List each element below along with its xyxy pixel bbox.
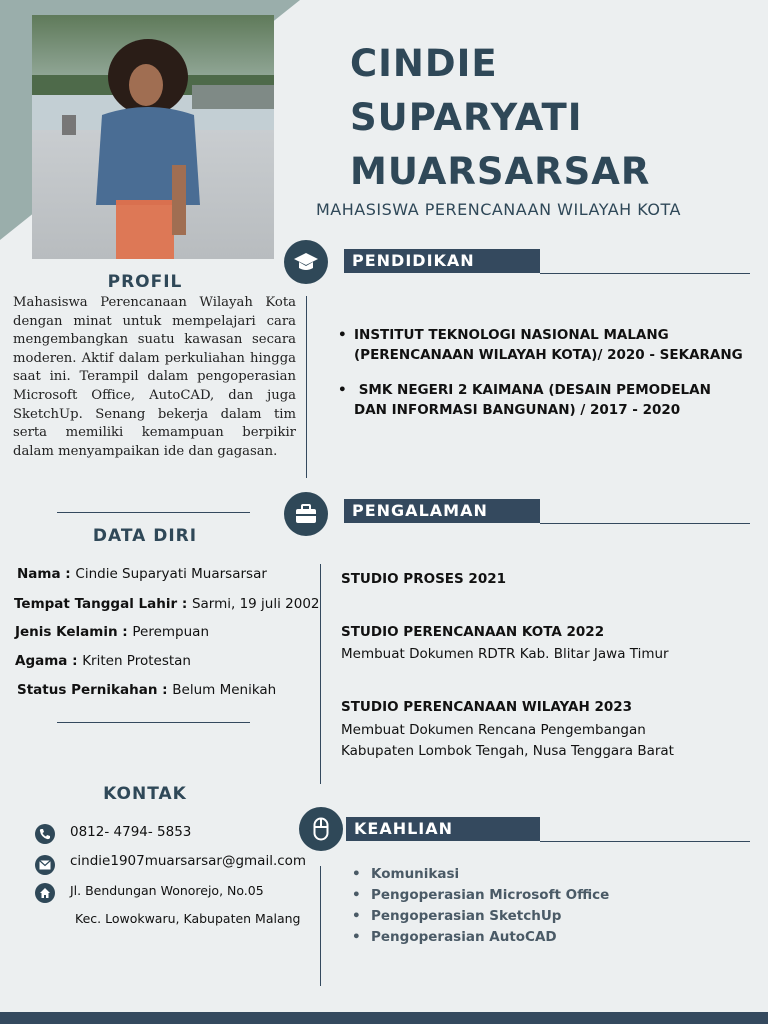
education-item: [338, 325, 763, 365]
data-value: Sarmi, 19 juli 2002: [191, 596, 320, 612]
divider: [57, 722, 250, 723]
data-row-gender: [15, 624, 209, 640]
footer-bar: [0, 1012, 768, 1024]
experience-title: STUDIO PERENCANAAN WILAYAH 2023: [341, 699, 633, 715]
education-heading: PENDIDIKAN: [344, 249, 540, 273]
job-subtitle: MAHASISWA PERENCANAAN WILAYAH KOTA: [316, 200, 681, 219]
skill-label: Pengoperasian AutoCAD: [371, 929, 557, 945]
vertical-divider: [320, 866, 321, 986]
education-line: INSTITUT TEKNOLOGI NASIONAL MALANG: [354, 327, 669, 343]
name-line-1: CINDIE: [350, 42, 498, 85]
data-label: Status Pernikahan :: [17, 682, 173, 698]
data-value: Belum Menikah: [172, 682, 277, 698]
education-line: DAN INFORMASI BANGUNAN) / 2017 - 2020: [354, 402, 681, 418]
name-line-3: MUARSARSAR: [350, 150, 651, 193]
name-line-2: SUPARYATI: [350, 96, 583, 139]
bullet-icon: •: [338, 382, 347, 398]
email-address[interactable]: cindie1907muarsarsar@gmail.com: [70, 853, 307, 869]
divider: [540, 273, 750, 274]
data-label: Nama :: [17, 566, 76, 582]
home-icon: [35, 883, 55, 903]
education-line: (PERENCANAAN WILAYAH KOTA)/ 2020 - SEKARANG: [354, 347, 743, 363]
profile-photo-image: [32, 15, 274, 259]
personal-data-heading: DATA DIRI: [92, 526, 198, 546]
data-label: Agama :: [15, 653, 83, 669]
skill-item: [352, 866, 609, 887]
bullet-icon: •: [338, 327, 347, 343]
data-value: Kriten Protestan: [82, 653, 191, 669]
skills-list: [352, 866, 609, 950]
data-row-religion: [15, 653, 191, 669]
experience-description: Membuat Dokumen Rencana Pengembangan: [341, 722, 646, 738]
address-line: Kec. Lowokwaru, Kabupaten Malang: [75, 911, 301, 926]
profile-text: Mahasiswa Perencanaan Wilayah Kota dengan minat untuk mempelajari cara mengembangkan suatu kawasan secara moderen. Aktif dalam perkuliahan hingga saat ini. Terampil dalam pengoperasian Microsoft Office, AutoCAD, dan juga SketchUp. Senang bekerja dalam tim serta memiliki kemampuan berpikir dalam menyampaikan ide dan gagasan.: [13, 295, 296, 459]
experience-description: Kabupaten Lombok Tengah, Nusa Tenggara Barat: [341, 743, 674, 759]
profile-photo: [32, 15, 274, 259]
data-label: Jenis Kelamin :: [15, 624, 133, 640]
bullet-icon: •: [352, 908, 361, 924]
data-value: Perempuan: [132, 624, 210, 640]
education-line: SMK NEGERI 2 KAIMANA (DESAIN PEMODELAN: [354, 382, 711, 398]
skill-label: Pengoperasian SketchUp: [371, 908, 562, 924]
data-value: Cindie Suparyati Muarsarsar: [75, 566, 267, 582]
data-label: Tempat Tanggal Lahir :: [14, 596, 192, 612]
address-line: Jl. Bendungan Wonorejo, No.05: [70, 883, 264, 898]
skill-label: Komunikasi: [371, 866, 460, 882]
vertical-divider: [320, 564, 321, 784]
graduation-cap-icon: [284, 240, 328, 284]
profile-heading: PROFIL: [107, 272, 183, 292]
vertical-divider: [306, 296, 307, 478]
skill-label: Pengoperasian Microsoft Office: [371, 887, 610, 903]
data-row-marital: [17, 682, 276, 698]
skills-heading: KEAHLIAN: [346, 817, 540, 841]
phone-number[interactable]: 0812- 4794- 5853: [70, 824, 192, 840]
experience-heading: PENGALAMAN: [344, 499, 540, 523]
email-icon: [35, 855, 55, 875]
experience-title: STUDIO PROSES 2021: [341, 571, 507, 587]
bullet-icon: •: [352, 887, 361, 903]
divider: [540, 841, 750, 842]
mouse-icon: [299, 807, 343, 851]
divider: [57, 512, 250, 513]
bullet-icon: •: [352, 929, 361, 945]
education-item: [338, 380, 763, 420]
data-row-name: [17, 566, 267, 582]
bullet-icon: •: [352, 866, 361, 882]
skill-item: [352, 908, 609, 929]
data-row-birth: [14, 596, 320, 612]
experience-title: STUDIO PERENCANAAN KOTA 2022: [341, 624, 605, 640]
briefcase-icon: [284, 492, 328, 536]
contact-heading: KONTAK: [103, 784, 187, 804]
divider: [540, 523, 750, 524]
skill-item: [352, 887, 609, 908]
phone-icon: [35, 824, 55, 844]
experience-description: Membuat Dokumen RDTR Kab. Blitar Jawa Timur: [341, 646, 669, 662]
skill-item: [352, 929, 609, 950]
